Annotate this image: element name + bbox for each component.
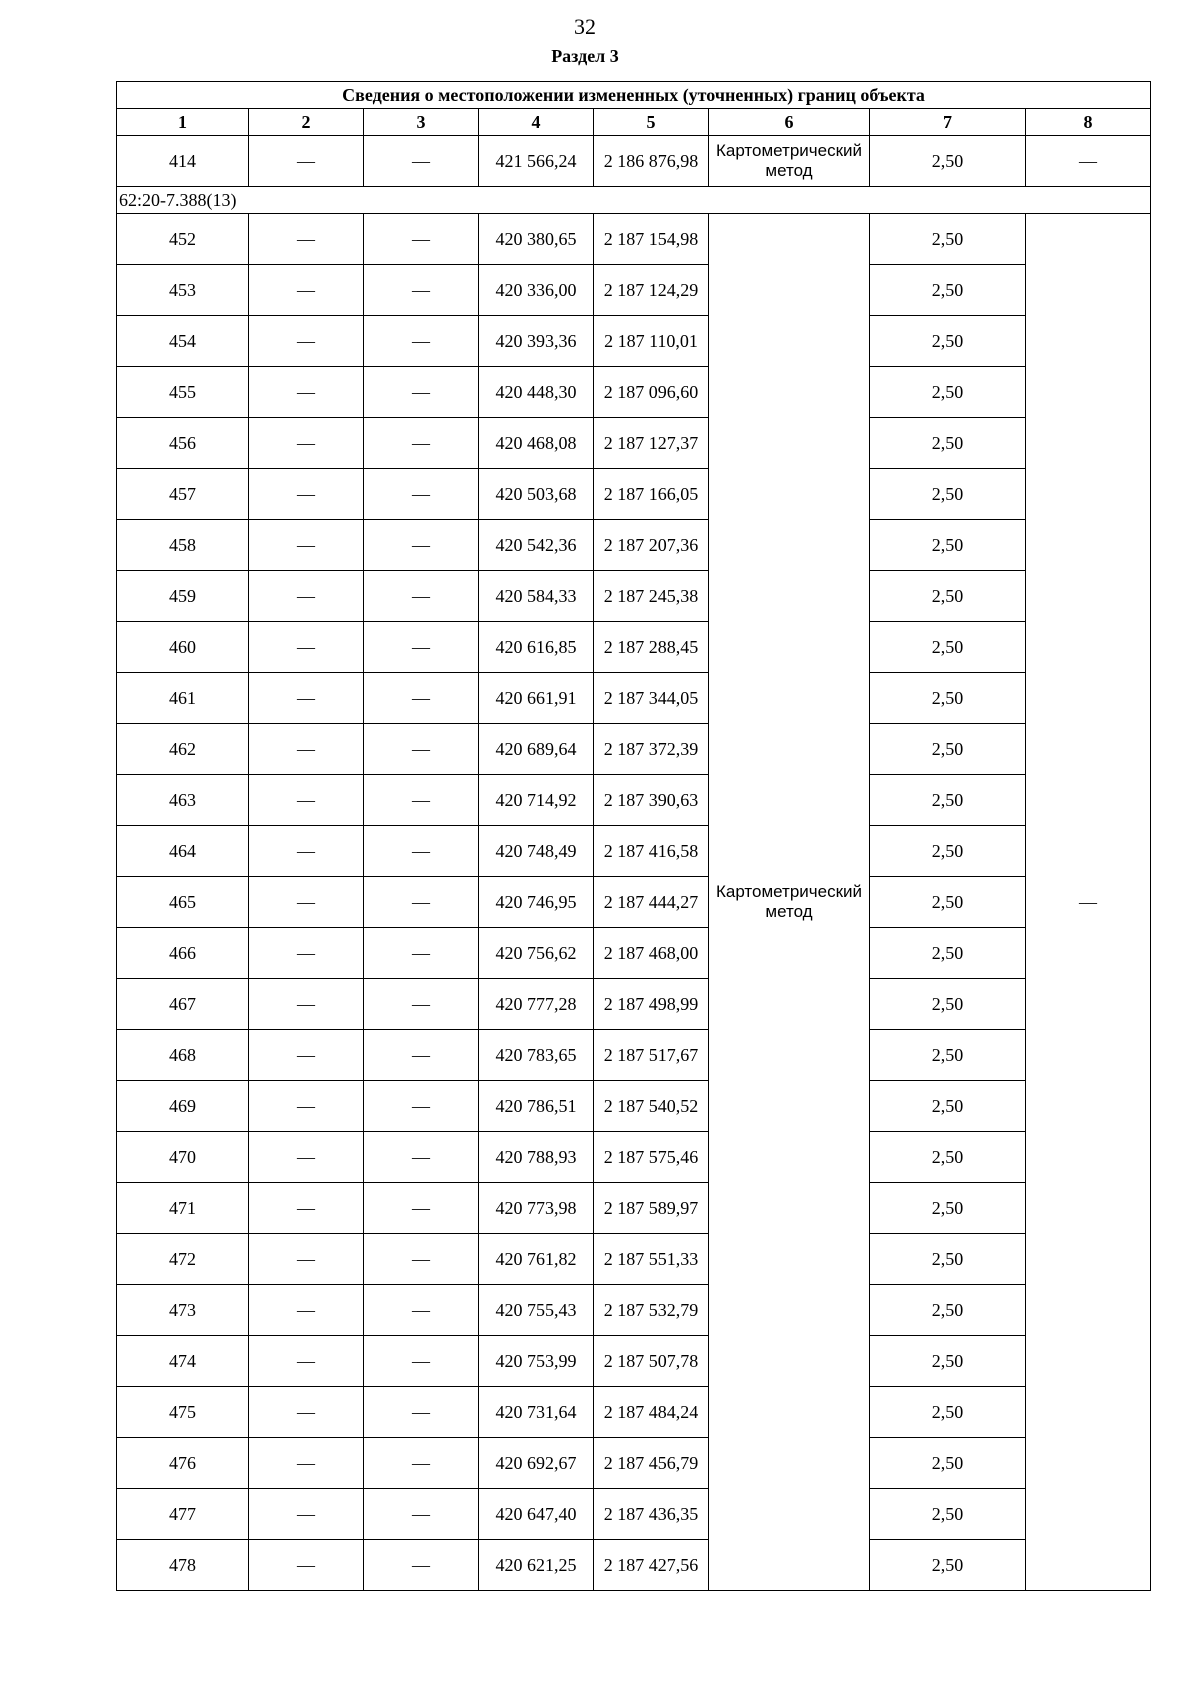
- coord-y: 2 187 124,29: [594, 265, 709, 316]
- point-number: 474: [117, 1336, 249, 1387]
- accuracy-cell: 2,50: [870, 979, 1026, 1030]
- table-row: [117, 1132, 1151, 1183]
- point-number: 470: [117, 1132, 249, 1183]
- coord-y: 2 187 207,36: [594, 520, 709, 571]
- point-number: 472: [117, 1234, 249, 1285]
- table-row: [117, 775, 1151, 826]
- method-cell: Картометрический метод: [709, 136, 870, 187]
- point-number: 464: [117, 826, 249, 877]
- coord-x: 420 616,85: [479, 622, 594, 673]
- point-number: 457: [117, 469, 249, 520]
- table-row: [117, 418, 1151, 469]
- group-row: [117, 187, 1151, 214]
- dash-cell: —: [364, 520, 479, 571]
- table-title: Сведения о местоположении измененных (уточненных) границ объекта: [117, 82, 1151, 109]
- dash-cell: —: [364, 214, 479, 265]
- coord-x: 420 783,65: [479, 1030, 594, 1081]
- dash-cell: —: [1026, 136, 1151, 187]
- table-row: [117, 316, 1151, 367]
- page-number: 32: [574, 14, 596, 39]
- dash-cell: —: [364, 469, 479, 520]
- boundary-coordinates-table: [116, 81, 1151, 1591]
- dash-cell: —: [364, 1387, 479, 1438]
- coord-x: 421 566,24: [479, 136, 594, 187]
- dash-cell: —: [364, 877, 479, 928]
- coord-y: 2 187 110,01: [594, 316, 709, 367]
- table-row: [117, 673, 1151, 724]
- dash-cell: —: [364, 418, 479, 469]
- accuracy-cell: 2,50: [870, 520, 1026, 571]
- point-number: 453: [117, 265, 249, 316]
- column-header-3: 3: [364, 109, 479, 136]
- dash-cell: —: [249, 316, 364, 367]
- table-row: [117, 1489, 1151, 1540]
- coord-y: 2 187 288,45: [594, 622, 709, 673]
- coord-y: 2 187 484,24: [594, 1387, 709, 1438]
- coord-x: 420 748,49: [479, 826, 594, 877]
- dash-cell: —: [364, 1081, 479, 1132]
- coord-x: 420 647,40: [479, 1489, 594, 1540]
- coord-x: 420 755,43: [479, 1285, 594, 1336]
- coord-y: 2 187 427,56: [594, 1540, 709, 1591]
- point-number: 460: [117, 622, 249, 673]
- point-number: 454: [117, 316, 249, 367]
- table-row: [117, 1540, 1151, 1591]
- column-header-1: 1: [117, 109, 249, 136]
- dash-cell: —: [249, 367, 364, 418]
- accuracy-cell: 2,50: [870, 1336, 1026, 1387]
- accuracy-cell: 2,50: [870, 265, 1026, 316]
- column-header-7: 7: [870, 109, 1026, 136]
- accuracy-cell: 2,50: [870, 418, 1026, 469]
- point-number: 456: [117, 418, 249, 469]
- coord-y: 2 187 540,52: [594, 1081, 709, 1132]
- accuracy-cell: 2,50: [870, 1387, 1026, 1438]
- coord-y: 2 187 532,79: [594, 1285, 709, 1336]
- point-number: 455: [117, 367, 249, 418]
- accuracy-cell: 2,50: [870, 1030, 1026, 1081]
- table-row: [117, 877, 1151, 928]
- coord-x: 420 661,91: [479, 673, 594, 724]
- dash-cell: —: [249, 214, 364, 265]
- point-number: 465: [117, 877, 249, 928]
- accuracy-cell: 2,50: [870, 1081, 1026, 1132]
- dash-cell: —: [364, 1489, 479, 1540]
- coord-x: 420 380,65: [479, 214, 594, 265]
- accuracy-cell: 2,50: [870, 1489, 1026, 1540]
- point-number: 462: [117, 724, 249, 775]
- table-row: [117, 1387, 1151, 1438]
- accuracy-cell: 2,50: [870, 1234, 1026, 1285]
- dash-cell: —: [249, 775, 364, 826]
- coord-y: 2 187 444,27: [594, 877, 709, 928]
- accuracy-cell: 2,50: [870, 214, 1026, 265]
- coord-x: 420 746,95: [479, 877, 594, 928]
- accuracy-cell: 2,50: [870, 724, 1026, 775]
- dash-cell: —: [249, 571, 364, 622]
- dash-cell: —: [249, 520, 364, 571]
- dash-cell: —: [364, 826, 479, 877]
- accuracy-cell: 2,50: [870, 1132, 1026, 1183]
- coord-y: 2 187 416,58: [594, 826, 709, 877]
- coord-x: 420 786,51: [479, 1081, 594, 1132]
- coord-y: 2 187 245,38: [594, 571, 709, 622]
- dash-cell: —: [364, 775, 479, 826]
- table-row: [117, 1081, 1151, 1132]
- coord-x: 420 753,99: [479, 1336, 594, 1387]
- dash-cell: —: [249, 1081, 364, 1132]
- coord-x: 420 761,82: [479, 1234, 594, 1285]
- coord-x: 420 448,30: [479, 367, 594, 418]
- dash-cell: —: [249, 136, 364, 187]
- accuracy-cell: 2,50: [870, 136, 1026, 187]
- dash-cell: —: [249, 928, 364, 979]
- coord-x: 420 689,64: [479, 724, 594, 775]
- dash-cell: —: [249, 1234, 364, 1285]
- dash-cell: —: [1026, 214, 1151, 1591]
- point-number: 473: [117, 1285, 249, 1336]
- coord-y: 2 187 372,39: [594, 724, 709, 775]
- dash-cell: —: [364, 1336, 479, 1387]
- coord-y: 2 187 589,97: [594, 1183, 709, 1234]
- column-header-8: 8: [1026, 109, 1151, 136]
- point-number: 477: [117, 1489, 249, 1540]
- dash-cell: —: [249, 1285, 364, 1336]
- coord-y: 2 187 517,67: [594, 1030, 709, 1081]
- dash-cell: —: [249, 1489, 364, 1540]
- accuracy-cell: 2,50: [870, 826, 1026, 877]
- accuracy-cell: 2,50: [870, 1285, 1026, 1336]
- coord-x: 420 393,36: [479, 316, 594, 367]
- dash-cell: —: [249, 673, 364, 724]
- dash-cell: —: [249, 418, 364, 469]
- dash-cell: —: [249, 622, 364, 673]
- coord-y: 2 187 468,00: [594, 928, 709, 979]
- dash-cell: —: [364, 1183, 479, 1234]
- dash-cell: —: [364, 367, 479, 418]
- table-row: [117, 1438, 1151, 1489]
- accuracy-cell: 2,50: [870, 469, 1026, 520]
- dash-cell: —: [364, 316, 479, 367]
- dash-cell: —: [364, 1285, 479, 1336]
- coord-y: 2 187 390,63: [594, 775, 709, 826]
- dash-cell: —: [249, 724, 364, 775]
- column-header-2: 2: [249, 109, 364, 136]
- dash-cell: —: [249, 877, 364, 928]
- point-number: 414: [117, 136, 249, 187]
- dash-cell: —: [249, 1438, 364, 1489]
- coord-x: 420 336,00: [479, 265, 594, 316]
- dash-cell: —: [364, 1540, 479, 1591]
- dash-cell: —: [364, 1234, 479, 1285]
- table-row: [117, 1183, 1151, 1234]
- point-number: 469: [117, 1081, 249, 1132]
- accuracy-cell: 2,50: [870, 877, 1026, 928]
- table-row: [117, 1285, 1151, 1336]
- dash-cell: —: [249, 1183, 364, 1234]
- point-number: 475: [117, 1387, 249, 1438]
- column-header-5: 5: [594, 109, 709, 136]
- section-title: Раздел 3: [551, 46, 619, 66]
- point-number: 478: [117, 1540, 249, 1591]
- coord-y: 2 187 436,35: [594, 1489, 709, 1540]
- dash-cell: —: [249, 265, 364, 316]
- coord-y: 2 187 507,78: [594, 1336, 709, 1387]
- coord-x: 420 773,98: [479, 1183, 594, 1234]
- coord-x: 420 621,25: [479, 1540, 594, 1591]
- coord-y: 2 187 127,37: [594, 418, 709, 469]
- table-row: [117, 622, 1151, 673]
- point-number: 467: [117, 979, 249, 1030]
- table-row: [117, 1030, 1151, 1081]
- column-header-6: 6: [709, 109, 870, 136]
- coord-x: 420 714,92: [479, 775, 594, 826]
- accuracy-cell: 2,50: [870, 1438, 1026, 1489]
- table-row: [117, 520, 1151, 571]
- table-row: [117, 928, 1151, 979]
- accuracy-cell: 2,50: [870, 571, 1026, 622]
- accuracy-cell: 2,50: [870, 622, 1026, 673]
- coord-x: 420 756,62: [479, 928, 594, 979]
- point-number: 476: [117, 1438, 249, 1489]
- point-number: 458: [117, 520, 249, 571]
- coord-x: 420 584,33: [479, 571, 594, 622]
- table-row: [117, 214, 1151, 265]
- coord-x: 420 777,28: [479, 979, 594, 1030]
- dash-cell: —: [249, 979, 364, 1030]
- dash-cell: —: [364, 136, 479, 187]
- dash-cell: —: [249, 1030, 364, 1081]
- accuracy-cell: 2,50: [870, 1183, 1026, 1234]
- point-number: 468: [117, 1030, 249, 1081]
- table-row: [117, 136, 1151, 187]
- coord-y: 2 187 575,46: [594, 1132, 709, 1183]
- column-header-4: 4: [479, 109, 594, 136]
- accuracy-cell: 2,50: [870, 316, 1026, 367]
- group-label: 62:20-7.388(13): [117, 187, 1151, 214]
- dash-cell: —: [249, 1540, 364, 1591]
- dash-cell: —: [364, 1438, 479, 1489]
- table-row: [117, 367, 1151, 418]
- table-row: [117, 979, 1151, 1030]
- dash-cell: —: [249, 826, 364, 877]
- table-row: [117, 1234, 1151, 1285]
- dash-cell: —: [364, 724, 479, 775]
- point-number: 459: [117, 571, 249, 622]
- dash-cell: —: [364, 622, 479, 673]
- coord-y: 2 187 498,99: [594, 979, 709, 1030]
- coord-y: 2 187 456,79: [594, 1438, 709, 1489]
- coord-y: 2 187 344,05: [594, 673, 709, 724]
- accuracy-cell: 2,50: [870, 673, 1026, 724]
- coord-x: 420 788,93: [479, 1132, 594, 1183]
- point-number: 471: [117, 1183, 249, 1234]
- dash-cell: —: [364, 979, 479, 1030]
- coord-x: 420 731,64: [479, 1387, 594, 1438]
- dash-cell: —: [364, 571, 479, 622]
- accuracy-cell: 2,50: [870, 367, 1026, 418]
- coord-x: 420 503,68: [479, 469, 594, 520]
- point-number: 461: [117, 673, 249, 724]
- accuracy-cell: 2,50: [870, 928, 1026, 979]
- point-number: 466: [117, 928, 249, 979]
- coord-x: 420 692,67: [479, 1438, 594, 1489]
- coord-x: 420 542,36: [479, 520, 594, 571]
- dash-cell: —: [249, 469, 364, 520]
- coord-y: 2 187 154,98: [594, 214, 709, 265]
- dash-cell: —: [249, 1132, 364, 1183]
- point-number: 452: [117, 214, 249, 265]
- accuracy-cell: 2,50: [870, 775, 1026, 826]
- accuracy-cell: 2,50: [870, 1540, 1026, 1591]
- table-row: [117, 469, 1151, 520]
- table-row: [117, 571, 1151, 622]
- dash-cell: —: [364, 265, 479, 316]
- table-row: [117, 265, 1151, 316]
- table-row: [117, 724, 1151, 775]
- dash-cell: —: [364, 1030, 479, 1081]
- dash-cell: —: [249, 1387, 364, 1438]
- dash-cell: —: [364, 1132, 479, 1183]
- coord-y: 2 187 166,05: [594, 469, 709, 520]
- coord-y: 2 187 096,60: [594, 367, 709, 418]
- point-number: 463: [117, 775, 249, 826]
- table-row: [117, 826, 1151, 877]
- coord-x: 420 468,08: [479, 418, 594, 469]
- column-header-row: [117, 109, 1151, 136]
- dash-cell: —: [249, 1336, 364, 1387]
- method-cell: Картометрический метод: [709, 214, 870, 1591]
- table-row: [117, 1336, 1151, 1387]
- coord-y: 2 186 876,98: [594, 136, 709, 187]
- dash-cell: —: [364, 673, 479, 724]
- dash-cell: —: [364, 928, 479, 979]
- coord-y: 2 187 551,33: [594, 1234, 709, 1285]
